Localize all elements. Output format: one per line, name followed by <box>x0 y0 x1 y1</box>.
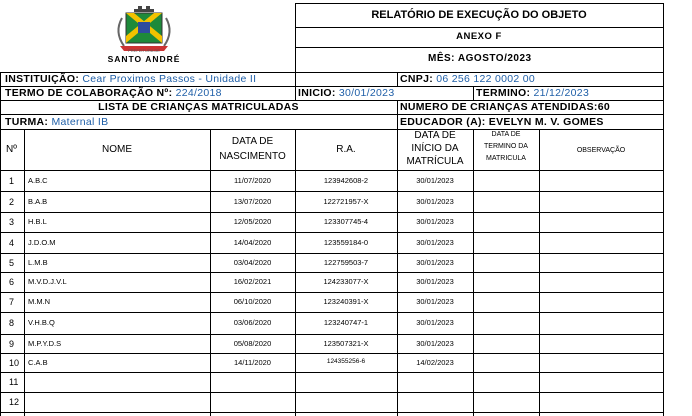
logo-caption: SANTO ANDRÉ <box>107 54 181 64</box>
children-count <box>400 102 610 113</box>
row-ra: 123559184-0 <box>323 238 369 247</box>
row-number: 11 <box>9 377 19 387</box>
annex-label: ANEXO F <box>456 31 502 42</box>
term-value: 224/2018 <box>175 87 222 99</box>
col-start-l2: INÍCIO DA <box>411 143 459 154</box>
month-value: AGOSTO/2023 <box>457 53 532 64</box>
col-ra: R.A. <box>336 144 356 155</box>
count-value: 60 <box>597 101 610 113</box>
educator-value: EVELYN M. V. GOMES <box>488 116 604 128</box>
row-birth-date: 16/02/2021 <box>233 277 272 286</box>
report-title: RELATÓRIO DE EXECUÇÃO DO OBJETO <box>371 9 587 21</box>
col-end-l3: MATRICULA <box>486 155 526 162</box>
row-start-date: 30/01/2023 <box>416 277 454 286</box>
institution-value: Cear Proximos Passos - Unidade II <box>82 73 257 85</box>
col-end-l1: DATA DE <box>491 131 521 138</box>
term-field <box>5 88 222 99</box>
row-name: A.B.C <box>28 176 48 185</box>
start-label: INICIO: <box>298 87 336 99</box>
educator-field <box>400 117 604 128</box>
logo-caption-small: PREFEITURA DE <box>128 48 160 53</box>
count-label: NUMERO DE CRIANÇAS ATENDIDAS: <box>400 101 598 113</box>
educator-label: EDUCADOR (A): <box>400 116 486 128</box>
row-birth-date: 03/06/2020 <box>233 318 272 327</box>
end-value: 21/12/2023 <box>533 87 590 99</box>
row-number: 4 <box>9 238 15 248</box>
col-start-l3: MATRÍCULA <box>406 156 464 167</box>
row-start-date: 30/01/2023 <box>416 217 454 226</box>
month-label: MÊS: <box>428 53 455 64</box>
row-birth-date: 14/11/2020 <box>234 358 271 367</box>
term-label: TERMO DE COLABORAÇÃO Nº: <box>5 87 173 99</box>
class-field <box>5 117 108 128</box>
row-number: 10 <box>9 358 20 368</box>
row-ra: 123942608-2 <box>323 176 369 185</box>
list-title: LISTA DE CRIANÇAS MATRICULADAS <box>98 101 299 113</box>
start-field <box>298 88 394 99</box>
row-name: M.V.D.J.V.L <box>28 277 67 286</box>
row-number: 2 <box>9 197 15 207</box>
row-ra: 123240391-X <box>323 297 369 306</box>
row-birth-date: 06/10/2020 <box>233 297 272 306</box>
row-number: 5 <box>9 258 15 268</box>
end-field <box>476 88 589 99</box>
col-obs: OBSERVAÇÃO <box>576 147 626 154</box>
col-birth-l2: NASCIMENTO <box>219 151 286 162</box>
class-value: Maternal IB <box>51 116 109 128</box>
cnpj-value: 06 256 122 0002 00 <box>436 73 536 85</box>
institution-field <box>5 74 256 85</box>
row-birth-date: 03/04/2020 <box>233 258 272 267</box>
row-name: V.H.B.Q <box>28 318 55 327</box>
row-ra: 122721957-X <box>323 197 369 206</box>
cnpj-label: CNPJ: <box>400 73 434 85</box>
row-ra: 122759503-7 <box>323 258 369 267</box>
month-field <box>428 54 532 64</box>
row-start-date: 30/01/2023 <box>416 258 454 267</box>
row-start-date: 30/01/2023 <box>416 297 454 306</box>
row-name: H.B.L <box>28 217 47 226</box>
row-ra: 123507321-X <box>323 339 369 348</box>
start-value: 30/01/2023 <box>338 87 395 99</box>
row-ra: 123307745-4 <box>323 217 369 226</box>
row-start-date: 30/01/2023 <box>416 176 454 185</box>
row-ra: 124355256-6 <box>326 358 366 365</box>
row-number: 12 <box>9 397 20 407</box>
row-name: B.A.B <box>28 197 48 206</box>
row-ra: 123240747-1 <box>323 318 369 327</box>
row-start-date: 30/01/2023 <box>416 318 454 327</box>
row-number: 7 <box>9 297 15 307</box>
row-ra: 124233077-X <box>323 277 369 286</box>
cnpj-field <box>400 74 535 85</box>
row-name: M.P.Y.D.S <box>28 339 62 348</box>
row-number: 9 <box>9 339 15 349</box>
row-name: M.M.N <box>28 297 51 306</box>
row-start-date: 30/01/2023 <box>416 238 454 247</box>
row-number: 6 <box>9 277 15 287</box>
row-name: C.A.B <box>28 358 48 367</box>
row-birth-date: 05/08/2020 <box>233 339 272 348</box>
row-birth-date: 11/07/2020 <box>234 176 271 185</box>
row-number: 3 <box>9 217 15 227</box>
row-number: 1 <box>9 176 15 186</box>
col-name: NOME <box>102 144 132 155</box>
row-start-date: 14/02/2023 <box>416 358 454 367</box>
row-birth-date: 13/07/2020 <box>233 197 272 206</box>
col-num: Nº <box>6 144 17 155</box>
row-number: 8 <box>9 318 15 328</box>
col-birth-l1: DATA DE <box>231 136 274 147</box>
row-start-date: 30/01/2023 <box>416 339 454 348</box>
col-start-l1: DATA DE <box>414 130 456 141</box>
row-start-date: 30/01/2023 <box>416 197 454 206</box>
institution-label: INSTITUIÇÃO: <box>5 73 80 85</box>
end-label: TERMINO: <box>476 87 531 99</box>
col-end-l2: TERMINO DA <box>484 143 528 150</box>
row-name: J.D.O.M <box>28 238 56 247</box>
row-birth-date: 12/05/2020 <box>233 217 272 226</box>
row-name: L.M.B <box>28 258 48 267</box>
class-label: TURMA: <box>5 116 49 128</box>
row-birth-date: 14/04/2020 <box>233 238 272 247</box>
